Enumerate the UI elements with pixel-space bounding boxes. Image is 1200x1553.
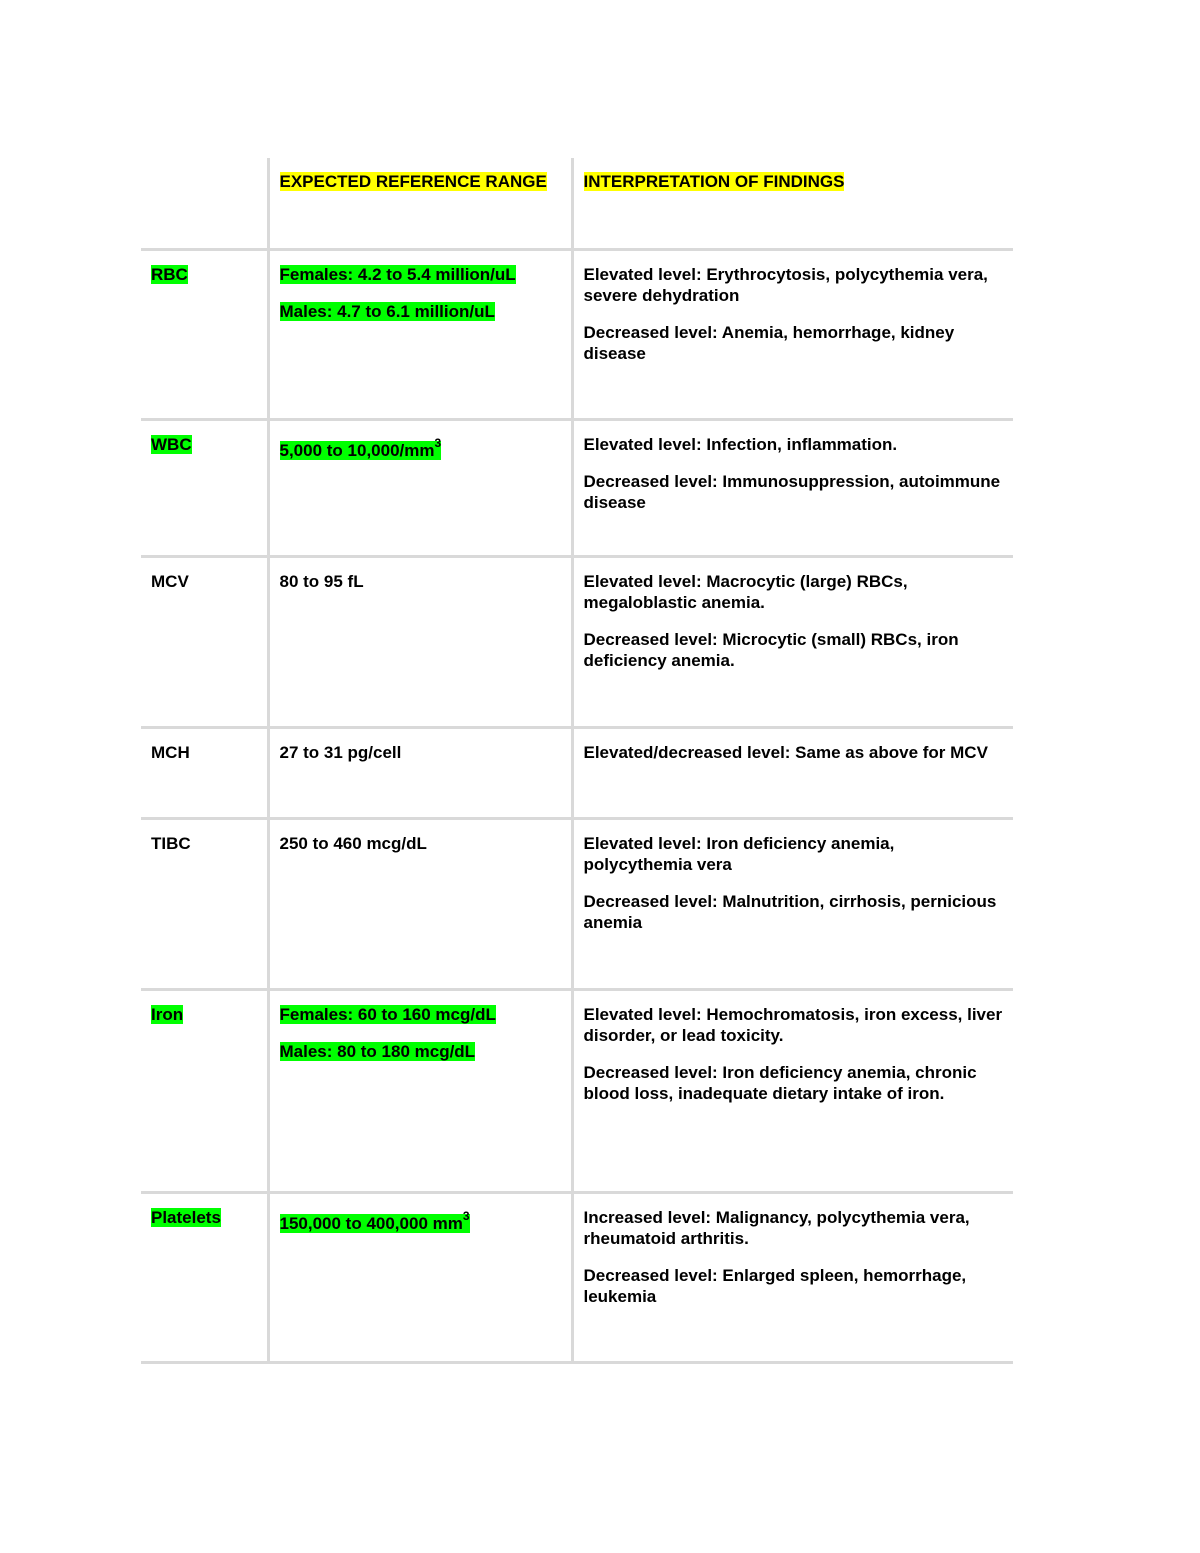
test-name: WBC	[151, 435, 192, 454]
range-value: 250 to 460 mcg/dL	[279, 834, 427, 853]
findings-cell	[572, 250, 1013, 420]
table-row	[141, 1193, 1013, 1363]
range-superscript: 3	[462, 1209, 470, 1224]
test-name: MCH	[151, 743, 190, 762]
finding-text: Elevated level: Iron deficiency anemia, polycythemia vera	[583, 834, 895, 874]
finding-text: Decreased level: Malnutrition, cirrhosis, pernicious anemia	[583, 892, 997, 932]
findings-cell	[572, 819, 1013, 990]
table-row	[141, 819, 1013, 990]
reference-range-table	[141, 158, 1013, 1364]
range-cell	[268, 990, 572, 1193]
finding-text: Decreased level: Anemia, hemorrhage, kidney disease	[583, 323, 955, 363]
finding-text: Decreased level: Microcytic (small) RBCs, iron deficiency anemia.	[583, 630, 959, 670]
findings-cell	[572, 1193, 1013, 1363]
test-name-cell	[141, 819, 268, 990]
finding-text: Elevated level: Infection, inflammation.	[583, 435, 898, 454]
range-cell	[268, 420, 572, 557]
table-header-row	[141, 158, 1013, 250]
test-name: MCV	[151, 572, 189, 591]
range-cell	[268, 819, 572, 990]
header-range-label: EXPECTED REFERENCE RANGE	[279, 172, 547, 191]
test-name: Platelets	[151, 1208, 221, 1227]
finding-text: Elevated/decreased level: Same as above for MCV	[583, 743, 988, 762]
range-cell	[268, 728, 572, 819]
table-row	[141, 728, 1013, 819]
test-name-cell	[141, 990, 268, 1193]
test-name-cell	[141, 1193, 268, 1363]
findings-cell	[572, 990, 1013, 1193]
range-cell	[268, 557, 572, 728]
table-row	[141, 250, 1013, 420]
findings-cell	[572, 420, 1013, 557]
header-cell-test	[141, 158, 268, 250]
table-row	[141, 557, 1013, 728]
test-name: RBC	[151, 265, 188, 284]
header-cell-findings	[572, 158, 1013, 250]
range-cell	[268, 1193, 572, 1363]
range-value: Females: 4.2 to 5.4 million/uL	[279, 265, 516, 284]
findings-cell	[572, 728, 1013, 819]
range-value: 27 to 31 pg/cell	[279, 743, 402, 762]
test-name-cell	[141, 420, 268, 557]
range-value: Males: 4.7 to 6.1 million/uL	[279, 302, 495, 321]
finding-text: Decreased level: Enlarged spleen, hemorrhage, leukemia	[583, 1266, 967, 1306]
range-superscript: 3	[434, 436, 442, 451]
range-value: Males: 80 to 180 mcg/dL	[279, 1042, 476, 1061]
finding-text: Decreased level: Immunosuppression, autoimmune disease	[583, 472, 1001, 512]
header-findings-label: INTERPRETATION OF FINDINGS	[583, 172, 845, 191]
finding-text: Elevated level: Macrocytic (large) RBCs, megaloblastic anemia.	[583, 572, 908, 612]
test-name: TIBC	[151, 834, 191, 853]
table-row	[141, 420, 1013, 557]
finding-text: Elevated level: Hemochromatosis, iron excess, liver disorder, or lead toxicity.	[583, 1005, 1003, 1045]
test-name-cell	[141, 557, 268, 728]
range-value: 5,000 to $10,000/mm^3$	[279, 436, 442, 460]
finding-text: Increased level: Malignancy, polycythemia vera, rheumatoid arthritis.	[583, 1208, 970, 1248]
range-value: 150,000 to 400,000 $mm^3$	[279, 1209, 470, 1233]
findings-cell	[572, 557, 1013, 728]
test-name-cell	[141, 250, 268, 420]
test-name-cell	[141, 728, 268, 819]
range-value: 80 to 95 fL	[279, 572, 364, 591]
header-cell-range	[268, 158, 572, 250]
range-value: Females: 60 to 160 mcg/dL	[279, 1005, 496, 1024]
table-row	[141, 990, 1013, 1193]
range-cell	[268, 250, 572, 420]
test-name: Iron	[151, 1005, 184, 1024]
finding-text: Decreased level: Iron deficiency anemia, chronic blood loss, inadequate dietary intake of iron.	[583, 1063, 977, 1103]
finding-text: Elevated level: Erythrocytosis, polycythemia vera, severe dehydration	[583, 265, 988, 305]
